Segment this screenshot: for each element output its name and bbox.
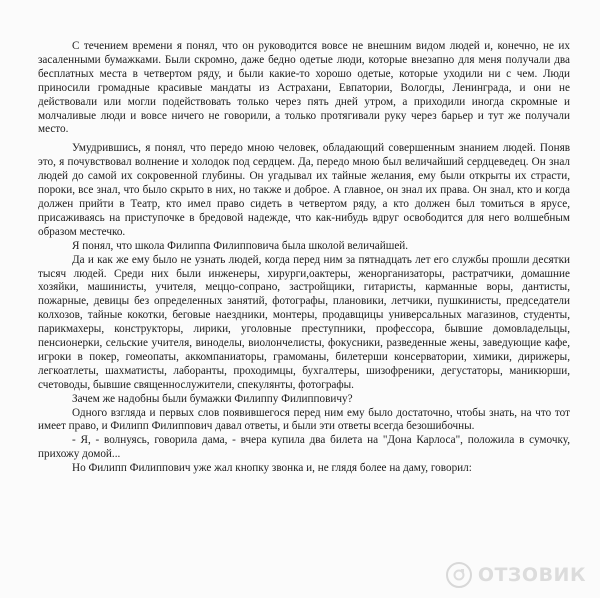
paragraph-7: - Я, - волнуясь, говорила дама, - вчера купила два билета на "Дона Карлоса", положила в сумочку, прихожу домой... [38, 434, 570, 461]
paragraph-6: Одного взгляда и первых слов появившегося перед ним ему было достаточно, чтобы знать, на что тот имеет право, и Филипп Филиппович давал ответы, и были эти ответы всегда безошибочны. [38, 406, 570, 433]
watermark-text: ОТЗОВИК [477, 564, 586, 586]
paragraph-8: Но Филипп Филиппович уже жал кнопку звонка и, не глядя более на даму, говорил: [72, 462, 472, 475]
paragraph-5: Зачем же надобны были бумажки Филиппу Филипповичу? [72, 392, 353, 405]
paragraph-4: Да и как же ему было не узнать людей, когда перед ним за пятнадцать лет его службы прошли десятки тысяч людей. Среди них были инженеры, хирурги,оактеры, женорганизаторы, растратчики, домашние хозяйки, машинисты, учителя, меццо-сопрано, застройщики, гитаристы, карманные воры, дантисты, пожарные, девицы без определенных занятий, фотографы, плановики, летчики, пушкинисты, председатели колхозов, тайные кокотки, беговые наездники, монтеры, продавщицы универсальных магазинов, студенты, парикмахеры, конструкторы, лирики, уголовные преступники, профессора, бывшие домовладельцы, пенсионерки, сельские учителя, виноделы, виолончелисты, фокусники, разведенные жены, заведующие кафе, игроки в покер, гомеопаты, аккомпаниаторы, грамоманы, билетерши консерватории, химики, дирижеры, легкоатлеты, шахматисты, лаборанты, проходимцы, бухгалтеры, шизофреники, дегустаторы, маникюрши, счетоводы, бывшие священнослужители, спекулянты, фотографы. [38, 253, 570, 391]
paragraph-2: Умудрившись, я понял, что передо мною человек, обладающий совершенным знанием людей. Поняв это, я почувствовал волнение и холодок под сердцем. Да, передо мною был величайший сердцеведец. Он знал людей до самой их сокровенной глубины. Он угадывал их тайные желания, ему были открыты их страсти, пороки, все знал, что было скрыто в них, но также и доброе. А главное, он знал их права. Он знал, кто и когда должен прийти в Театр, кто имел право сидеть в четвертом ряду, а кто должен был томиться в ярусе, присаживаясь на приступочке в бредовой надежде, что как-нибудь вдруг освободится для него волшебным образом местечко. [38, 142, 570, 238]
otzovik-logo-icon [446, 562, 472, 588]
paragraph-3: Я понял, что школа Филиппа Филипповича была школой величайшей. [72, 239, 409, 252]
watermark [446, 562, 586, 588]
paragraph-1: С течением времени я понял, что он руководится вовсе не внешним видом людей и, конечно, не их засаленными бумажками. Были скромно, даже бедно одетые люди, которые внезапно для меня получали два бесплатных места в четвертом ряду, и были какие-то хорошо одетые, которые уходили ни с чем. Люди приносили громадные красивые мандаты из Астрахани, Евпатории, Вологды, Ленинграда, и они не действовали или могли подействовать только через пять дней утром, а приходили иногда скромные и молчаливые люди и вовсе ничего не говорили, а только протягивали руку через барьер и тут же получали место. [38, 40, 570, 136]
document-text [38, 40, 570, 476]
